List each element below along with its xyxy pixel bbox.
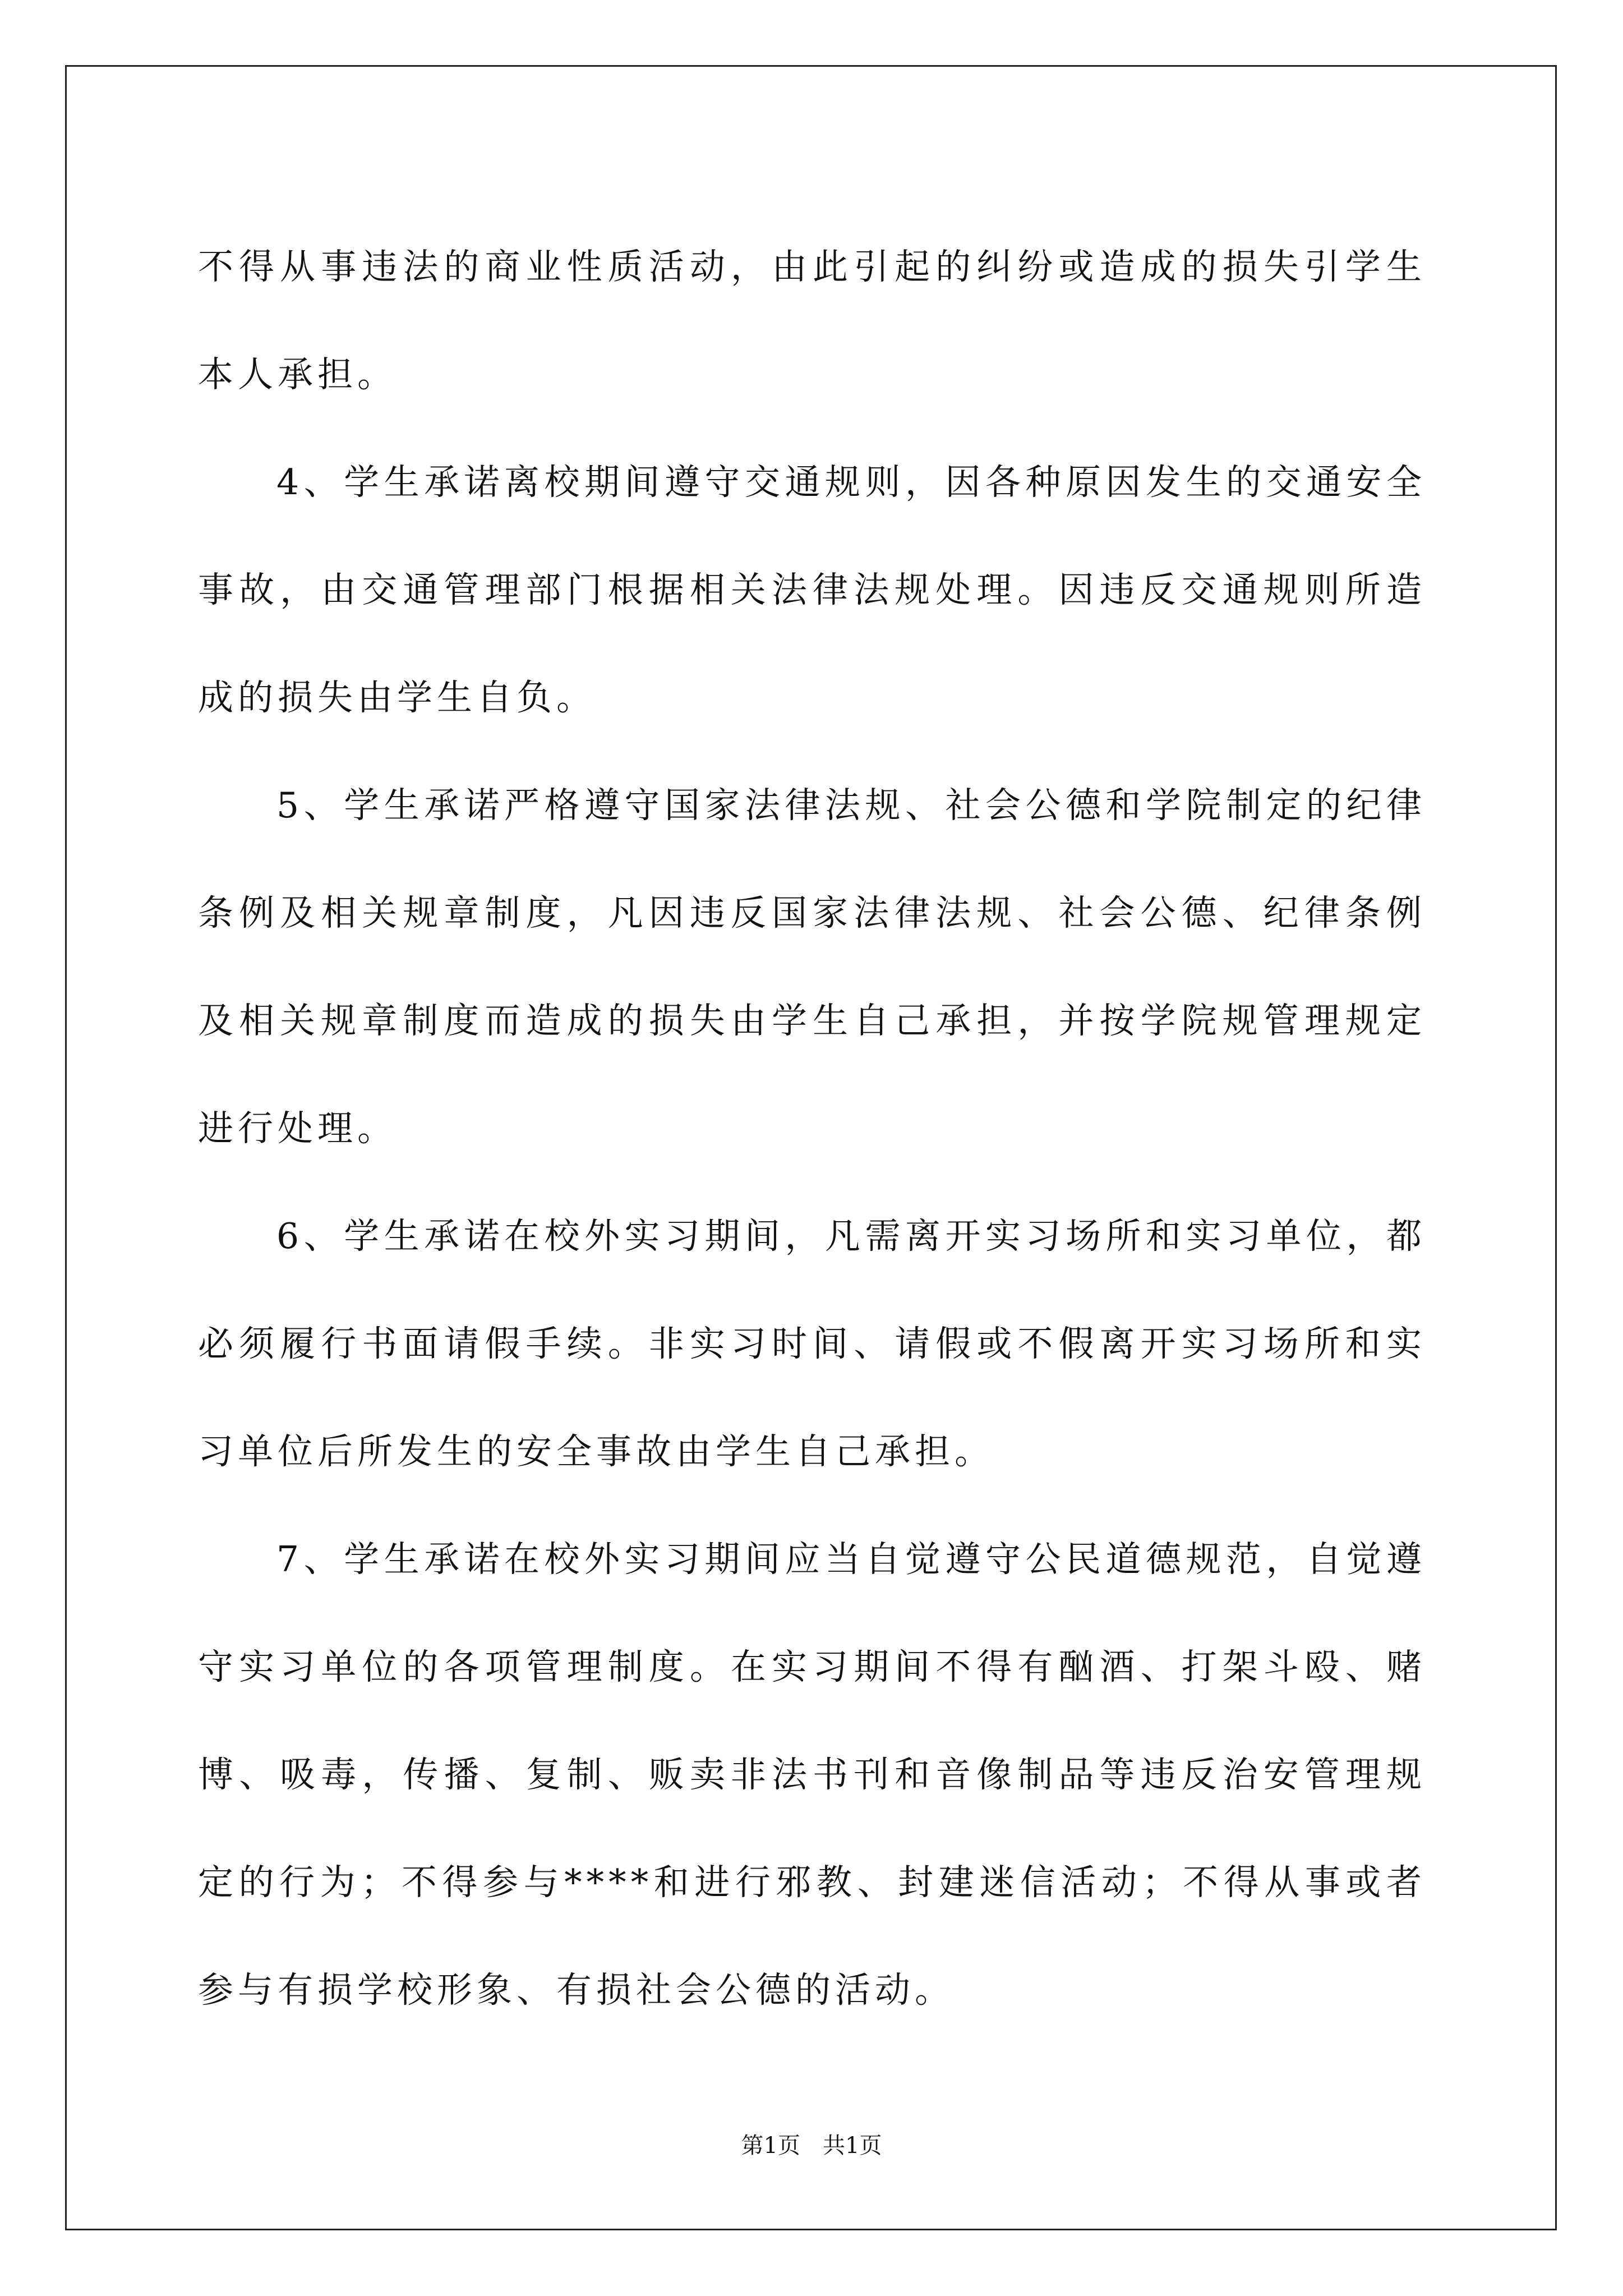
paragraph-item-7: 7、学生承诺在校外实习期间应当自觉遵守公民道德规范，自觉遵守实习单位的各项管理制度。在实习期间不得有酗酒、打架斗殴、赌博、吸毒，传播、复制、贩卖非法书刊和音像制品等违反治安管理规定的行为；不得参与****和进行邪教、封建迷信活动；不得从事或者参与有损学校形象、有损社会公德的活动。 bbox=[198, 1539, 1426, 2010]
paragraph-item-5: 5、学生承诺严格遵守国家法律法规、社会公德和学院制定的纪律条例及相关规章制度，凡因违反国家法律法规、社会公德、纪律条例及相关规章制度而造成的损失由学生自己承担，并按学院规管理规定进行处理。 bbox=[198, 785, 1426, 1149]
paragraph-item-6: 6、学生承诺在校外实习期间，凡需离开实习场所和实习单位，都必须履行书面请假手续。非实习时间、请假或不假离开实习场所和实习单位后所发生的安全事故由学生自己承担。 bbox=[198, 1216, 1426, 1472]
document-body bbox=[198, 213, 1426, 2044]
paragraph-continuation: 不得从事违法的商业性质活动，由此引起的纠纷或造成的损失引学生本人承担。 bbox=[198, 246, 1426, 395]
page-number-footer: 第1页 共1页 bbox=[741, 2133, 882, 2159]
paragraph-item-4: 4、学生承诺离校期间遵守交通规则，因各种原因发生的交通安全事故，由交通管理部门根据相关法律法规处理。因违反交通规则所造成的损失由学生自负。 bbox=[198, 462, 1426, 718]
